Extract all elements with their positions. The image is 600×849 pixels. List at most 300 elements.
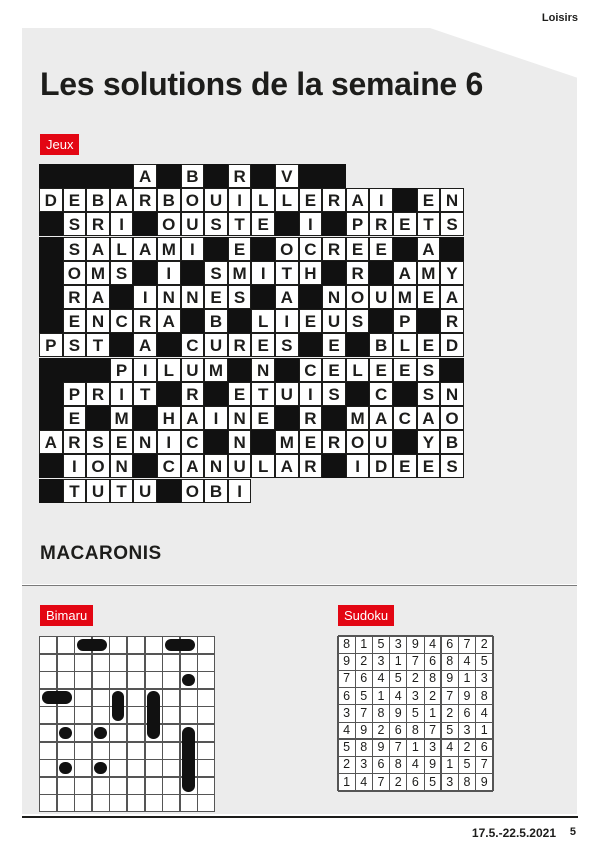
bimaru-cell — [162, 742, 180, 760]
crossword-letter-cell: S — [110, 261, 134, 285]
crossword-letter-cell: B — [204, 309, 228, 333]
crossword-letter-cell: O — [275, 237, 299, 261]
bimaru-cell — [74, 724, 92, 742]
crossword-letter-cell: L — [393, 333, 417, 357]
crossword-letter-cell: L — [251, 309, 275, 333]
crossword-letter-cell: E — [417, 188, 441, 212]
crossword-letter-cell: C — [110, 309, 134, 333]
crossword-black-cell — [157, 382, 181, 406]
crossword-letter-cell: E — [417, 333, 441, 357]
crossword-black-cell — [204, 164, 228, 188]
bimaru-cell — [74, 759, 92, 777]
sudoku-cell: 1 — [343, 774, 351, 789]
sudoku-gridline — [337, 636, 339, 791]
crossword-letter-cell: S — [440, 212, 464, 236]
crossword-letter-cell: O — [181, 479, 205, 503]
sudoku-cell: 5 — [446, 723, 454, 737]
crossword-black-cell — [39, 261, 63, 285]
crossword-letter-cell: A — [417, 237, 441, 261]
bimaru-cell — [197, 654, 215, 672]
crossword-letter-cell: C — [299, 237, 323, 261]
sudoku-cell: 5 — [394, 671, 402, 686]
bimaru-cell — [109, 777, 127, 795]
crossword-letter-cell: I — [346, 454, 370, 478]
ship-segment — [147, 706, 160, 724]
crossword-black-cell — [157, 164, 181, 188]
ship-segment — [180, 639, 195, 652]
crossword-letter-cell: E — [369, 237, 393, 261]
crossword-black-cell — [275, 406, 299, 430]
crossword-letter-cell: A — [181, 406, 205, 430]
crossword-letter-cell: I — [251, 261, 275, 285]
crossword-letter-cell: L — [157, 358, 181, 382]
crossword-letter-cell: U — [369, 430, 393, 454]
sudoku-cell: 8 — [360, 740, 368, 755]
crossword-letter-cell: M — [204, 358, 228, 382]
crossword-black-cell — [110, 164, 134, 188]
bimaru-cell — [197, 777, 215, 795]
crossword-letter-cell: L — [251, 188, 275, 212]
crossword-letter-cell: U — [204, 188, 228, 212]
bimaru-cell — [109, 742, 127, 760]
bimaru-cell — [197, 706, 215, 724]
crossword-letter-cell: R — [133, 188, 157, 212]
crossword-letter-cell: S — [86, 430, 110, 454]
crossword-black-cell — [39, 406, 63, 430]
bimaru-cell — [74, 794, 92, 812]
crossword-letter-cell: B — [157, 188, 181, 212]
bimaru-cell — [74, 742, 92, 760]
sudoku-cell: 4 — [411, 757, 419, 772]
crossword-letter-cell: P — [393, 309, 417, 333]
sudoku-cell: 4 — [394, 688, 402, 703]
bimaru-cell — [145, 759, 163, 777]
crossword-letter-cell: R — [86, 212, 110, 236]
crossword-letter-cell: O — [346, 430, 370, 454]
crossword-black-cell — [228, 309, 252, 333]
bimaru-cell — [39, 636, 57, 654]
crossword-letter-cell: R — [369, 212, 393, 236]
ship-segment — [147, 691, 160, 706]
crossword-black-cell — [393, 430, 417, 454]
bimaru-cell — [145, 654, 163, 672]
ship-segment — [182, 759, 195, 777]
crossword-black-cell — [63, 358, 87, 382]
bimaru-cell — [127, 724, 145, 742]
crossword-letter-cell: B — [204, 479, 228, 503]
bimaru-cell — [197, 724, 215, 742]
crossword-letter-cell: C — [369, 382, 393, 406]
bimaru-cell — [180, 654, 198, 672]
crossword-letter-cell: E — [63, 406, 87, 430]
crossword-black-cell — [133, 261, 157, 285]
ship-segment — [182, 674, 195, 687]
bimaru-cell — [180, 706, 198, 724]
crossword-letter-cell: I — [157, 261, 181, 285]
crossword-black-cell — [39, 309, 63, 333]
crossword-letter-cell: I — [369, 188, 393, 212]
crossword-black-cell — [181, 309, 205, 333]
crossword-black-cell — [204, 430, 228, 454]
sudoku-cell: 1 — [463, 671, 471, 686]
crossword-letter-cell: D — [440, 333, 464, 357]
crossword-black-cell — [39, 164, 63, 188]
crossword-black-cell — [63, 164, 87, 188]
crossword-letter-cell: L — [275, 188, 299, 212]
bimaru-cell — [197, 689, 215, 707]
crossword-letter-cell: E — [299, 188, 323, 212]
crossword-black-cell — [393, 237, 417, 261]
sudoku-cell: 5 — [429, 774, 437, 789]
crossword-letter-cell: O — [157, 212, 181, 236]
sudoku-cell: 7 — [446, 688, 454, 703]
section-divider — [22, 585, 577, 586]
crossword-letter-cell: B — [440, 430, 464, 454]
sudoku-cell: 3 — [429, 740, 437, 755]
sudoku-cell: 7 — [377, 774, 385, 789]
crossword-letter-cell: S — [440, 454, 464, 478]
sudoku-cell: 9 — [446, 671, 454, 686]
crossword-letter-cell: T — [417, 212, 441, 236]
crossword-letter-cell: E — [110, 430, 134, 454]
crossword-black-cell — [86, 406, 110, 430]
sudoku-cell: 3 — [343, 705, 351, 720]
crossword-letter-cell: M — [110, 406, 134, 430]
sudoku-gridline — [338, 773, 493, 774]
sudoku-cell: 6 — [343, 688, 351, 703]
crossword-letter-cell: I — [204, 406, 228, 430]
bimaru-cell — [74, 706, 92, 724]
crossword-letter-cell: I — [299, 382, 323, 406]
crossword-black-cell — [251, 164, 275, 188]
crossword-letter-cell: R — [346, 261, 370, 285]
crossword-letter-cell: N — [322, 285, 346, 309]
crossword-letter-cell: N — [251, 358, 275, 382]
crossword-letter-cell: Y — [417, 430, 441, 454]
page-number: 5 — [569, 826, 576, 838]
sudoku-gridline — [338, 756, 493, 757]
sudoku-cell: 3 — [377, 654, 385, 669]
sudoku-gridline — [389, 636, 391, 791]
bimaru-cell — [57, 742, 75, 760]
crossword-letter-cell: C — [157, 454, 181, 478]
crossword-letter-cell: S — [228, 285, 252, 309]
crossword-letter-cell: R — [228, 164, 252, 188]
crossword-black-cell — [39, 479, 63, 503]
ship-segment — [57, 691, 72, 704]
crossword-black-cell — [299, 164, 323, 188]
sudoku-cell: 1 — [429, 705, 437, 720]
bimaru-cell — [57, 706, 75, 724]
crossword-letter-cell: M — [157, 237, 181, 261]
crossword-letter-cell: E — [346, 237, 370, 261]
sudoku-gridline — [338, 653, 493, 654]
bimaru-cell — [57, 777, 75, 795]
bimaru-cell — [39, 654, 57, 672]
crossword-letter-cell: E — [322, 333, 346, 357]
bimaru-cell — [74, 654, 92, 672]
ship-segment — [182, 742, 195, 760]
crossword-letter-cell: M — [346, 406, 370, 430]
footer-rule — [22, 816, 578, 818]
crossword-letter-cell: U — [133, 479, 157, 503]
sudoku-gridline — [338, 722, 493, 723]
crossword-letter-cell: R — [86, 382, 110, 406]
crossword-letter-cell: V — [275, 164, 299, 188]
bimaru-cell — [39, 759, 57, 777]
crossword-letter-cell: N — [228, 430, 252, 454]
crossword-letter-cell: E — [369, 358, 393, 382]
crossword-letter-cell: R — [63, 285, 87, 309]
sudoku-cell: 1 — [377, 688, 385, 703]
bimaru-cell — [127, 742, 145, 760]
crossword-black-cell — [39, 454, 63, 478]
crossword-letter-cell: U — [181, 212, 205, 236]
bimaru-cell — [145, 671, 163, 689]
sudoku-gridline — [338, 687, 493, 689]
crossword-black-cell — [251, 237, 275, 261]
sudoku-cell: 5 — [360, 688, 368, 703]
crossword-letter-cell: P — [39, 333, 63, 357]
bimaru-cell — [197, 759, 215, 777]
ship-segment — [165, 639, 180, 652]
sudoku-gridline — [338, 704, 493, 705]
crossword-black-cell — [133, 454, 157, 478]
sudoku-cell: 8 — [343, 637, 351, 651]
bimaru-cell — [127, 689, 145, 707]
crossword-letter-cell: H — [157, 406, 181, 430]
crossword-letter-cell: M — [417, 261, 441, 285]
sudoku-cell: 9 — [377, 740, 385, 755]
sudoku-gridline — [424, 636, 425, 791]
sudoku-cell: 9 — [480, 774, 488, 789]
bimaru-cell — [127, 759, 145, 777]
ship-segment — [182, 727, 195, 742]
bimaru-cell — [145, 636, 163, 654]
crossword-letter-cell: O — [440, 406, 464, 430]
crossword-letter-cell: A — [417, 406, 441, 430]
crossword-letter-cell: P — [346, 212, 370, 236]
crossword-black-cell — [228, 358, 252, 382]
bimaru-cell — [109, 794, 127, 812]
sudoku-cell: 8 — [480, 688, 488, 703]
sudoku-cell: 3 — [463, 723, 471, 737]
crossword-letter-cell: A — [393, 261, 417, 285]
crossword-letter-cell: E — [299, 430, 323, 454]
crossword-black-cell — [417, 309, 441, 333]
crossword-letter-cell: O — [63, 261, 87, 285]
crossword-letter-cell: I — [228, 479, 252, 503]
bimaru-cell — [127, 706, 145, 724]
ship-segment — [94, 727, 107, 740]
sudoku-cell: 4 — [343, 723, 351, 737]
crossword-letter-cell: N — [228, 406, 252, 430]
crossword-letter-cell: E — [204, 285, 228, 309]
crossword-letter-cell: A — [346, 188, 370, 212]
sudoku-cell: 4 — [480, 705, 488, 720]
bimaru-cell — [39, 706, 57, 724]
sudoku-cell: 7 — [360, 705, 368, 720]
issue-date: 17.5.-22.5.2021 — [471, 826, 556, 840]
crossword-letter-cell: O — [346, 285, 370, 309]
crossword-letter-cell: N — [86, 309, 110, 333]
bimaru-cell — [39, 742, 57, 760]
sudoku-grid — [338, 636, 493, 791]
bimaru-cell — [109, 636, 127, 654]
bimaru-cell — [127, 794, 145, 812]
bimaru-cell — [197, 742, 215, 760]
crossword-letter-cell: N — [133, 430, 157, 454]
ship-segment — [182, 777, 195, 792]
crossword-letter-cell: E — [251, 333, 275, 357]
sudoku-cell: 4 — [446, 740, 454, 755]
crossword-letter-cell: I — [110, 212, 134, 236]
crossword-black-cell — [299, 285, 323, 309]
crossword-letter-cell: M — [393, 285, 417, 309]
crossword-letter-cell: E — [228, 237, 252, 261]
crossword-black-cell — [157, 333, 181, 357]
crossword-letter-cell: R — [63, 430, 87, 454]
sudoku-cell: 2 — [429, 688, 437, 703]
bimaru-cell — [74, 671, 92, 689]
sudoku-cell: 8 — [446, 654, 454, 669]
sudoku-gridline — [475, 636, 476, 791]
bimaru-cell — [109, 654, 127, 672]
crossword-letter-cell: E — [417, 285, 441, 309]
crossword-letter-cell: A — [39, 430, 63, 454]
bimaru-cell — [162, 759, 180, 777]
sudoku-cell: 2 — [360, 654, 368, 669]
sudoku-cell: 7 — [343, 671, 351, 686]
crossword-black-cell — [110, 333, 134, 357]
crossword-black-cell — [346, 333, 370, 357]
crossword-letter-cell: U — [86, 479, 110, 503]
crossword-letter-cell: R — [322, 237, 346, 261]
bimaru-label: Bimaru — [40, 605, 93, 626]
sudoku-cell: 9 — [394, 705, 402, 720]
sudoku-gridline — [355, 636, 356, 791]
crossword-letter-cell: A — [133, 164, 157, 188]
crossword-letter-cell: B — [86, 188, 110, 212]
ship-segment — [59, 727, 72, 740]
bimaru-cell — [162, 777, 180, 795]
bimaru-cell — [162, 671, 180, 689]
crossword-black-cell — [86, 164, 110, 188]
bimaru-cell — [127, 777, 145, 795]
crossword-letter-cell: T — [228, 212, 252, 236]
crossword-letter-cell: C — [181, 430, 205, 454]
ship-segment — [112, 691, 125, 706]
bimaru-cell — [39, 671, 57, 689]
bimaru-cell — [92, 689, 110, 707]
crossword-letter-cell: L — [346, 358, 370, 382]
sudoku-gridline — [372, 636, 373, 791]
crossword-letter-cell: I — [133, 358, 157, 382]
crossword-letter-cell: I — [228, 188, 252, 212]
sudoku-cell: 1 — [360, 637, 368, 651]
bimaru-cell — [162, 654, 180, 672]
crossword-letter-cell: N — [110, 454, 134, 478]
crossword-letter-cell: E — [393, 358, 417, 382]
crossword-letter-cell: R — [133, 309, 157, 333]
sudoku-cell: 9 — [343, 654, 351, 669]
crossword-letter-cell: N — [440, 188, 464, 212]
sudoku-cell: 7 — [394, 740, 402, 755]
crossword-black-cell — [39, 358, 63, 382]
crossword-letter-cell: S — [346, 309, 370, 333]
sudoku-cell: 4 — [463, 654, 471, 669]
crossword-black-cell — [39, 237, 63, 261]
section-tag: Loisirs — [541, 12, 578, 24]
crossword-letter-cell: A — [86, 285, 110, 309]
crossword-black-cell — [322, 454, 346, 478]
crossword-letter-cell: I — [157, 430, 181, 454]
sudoku-cell: 2 — [446, 705, 454, 720]
sudoku-cell: 4 — [360, 774, 368, 789]
jeux-label: Jeux — [40, 134, 79, 155]
sudoku-cell: 6 — [480, 740, 488, 755]
bimaru-cell — [162, 689, 180, 707]
bimaru-cell — [162, 794, 180, 812]
crossword-letter-cell: U — [204, 333, 228, 357]
crossword-black-cell — [393, 188, 417, 212]
crossword-letter-cell: U — [275, 382, 299, 406]
sudoku-cell: 9 — [360, 723, 368, 737]
sudoku-cell: 6 — [429, 654, 437, 669]
sudoku-cell: 8 — [463, 774, 471, 789]
crossword-letter-cell: O — [86, 454, 110, 478]
crossword-letter-cell: D — [39, 188, 63, 212]
sudoku-cell: 1 — [480, 723, 488, 737]
sudoku-cell: 6 — [360, 671, 368, 686]
ship-segment — [92, 639, 107, 652]
crossword-letter-cell: A — [133, 237, 157, 261]
sudoku-cell: 5 — [411, 705, 419, 720]
crossword-letter-cell: L — [110, 237, 134, 261]
sudoku-cell: 8 — [411, 723, 419, 737]
crossword-letter-cell: E — [417, 454, 441, 478]
crossword-black-cell — [251, 285, 275, 309]
crossword-black-cell — [275, 358, 299, 382]
crossword-black-cell — [86, 358, 110, 382]
crossword-letter-cell: R — [322, 430, 346, 454]
sudoku-cell: 2 — [343, 757, 351, 772]
crossword-black-cell — [251, 430, 275, 454]
bimaru-cell — [109, 724, 127, 742]
sudoku-cell: 3 — [411, 688, 419, 703]
bimaru-cell — [162, 724, 180, 742]
crossword-black-cell — [39, 382, 63, 406]
sudoku-cell: 7 — [480, 757, 488, 772]
bimaru-cell — [162, 706, 180, 724]
sudoku-cell: 2 — [394, 774, 402, 789]
sudoku-gridline — [338, 790, 493, 792]
sudoku-cell: 7 — [429, 723, 437, 737]
bimaru-cell — [39, 724, 57, 742]
crossword-letter-cell: T — [275, 261, 299, 285]
crossword-letter-cell: R — [299, 454, 323, 478]
sudoku-cell: 9 — [429, 757, 437, 772]
crossword-black-cell — [322, 164, 346, 188]
crossword-letter-cell: A — [369, 406, 393, 430]
bimaru-cell — [92, 671, 110, 689]
bimaru-cell — [197, 636, 215, 654]
crossword-letter-cell: U — [181, 358, 205, 382]
crossword-letter-cell: R — [299, 406, 323, 430]
crossword-letter-cell: P — [110, 358, 134, 382]
crossword-letter-cell: T — [251, 382, 275, 406]
bimaru-cell — [145, 742, 163, 760]
